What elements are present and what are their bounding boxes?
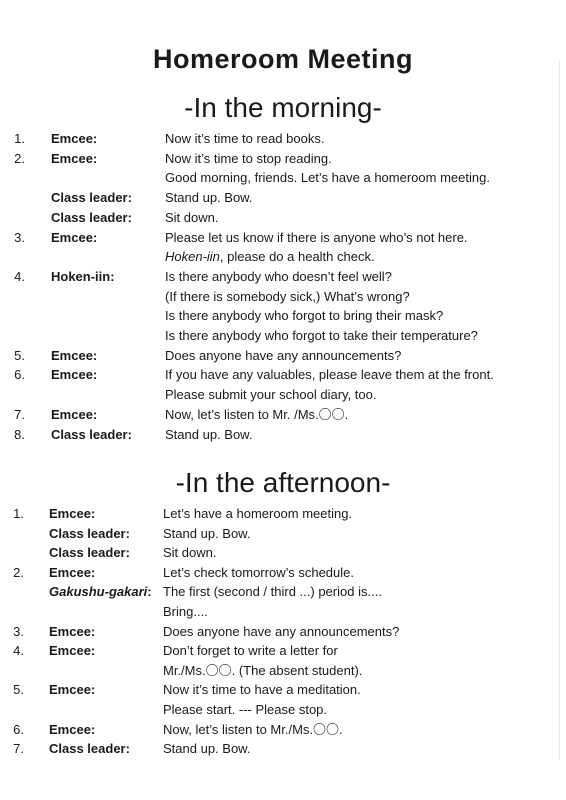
spoken-line: Does anyone have any announcements? <box>163 623 400 639</box>
spoken-line: If you have any valuables, please leave them at the front. <box>165 367 494 383</box>
spoken-line: Now it’s time to have a meditation. <box>163 682 361 698</box>
spoken-line: Let’s have a homeroom meeting. <box>163 506 353 521</box>
script-line <box>0 622 566 642</box>
step-number: 3. <box>14 229 25 245</box>
script-line <box>0 208 566 228</box>
afternoon-heading: -In the afternoon- <box>175 467 391 498</box>
step-number: 1. <box>14 131 25 146</box>
script-line <box>0 602 566 622</box>
spoken-line: Is there anybody who forgot to bring their mask? <box>165 308 444 324</box>
speaker-role: Emcee: <box>51 131 98 146</box>
speaker-role: Emcee: <box>49 506 96 521</box>
script-line <box>0 365 566 385</box>
spoken-line: Is there anybody who doesn’t feel well? <box>165 268 392 284</box>
spoken-line: Is there anybody who forgot to take their temperature? <box>165 328 478 343</box>
script-line <box>0 247 566 267</box>
page-title: Homeroom Meeting <box>152 44 414 74</box>
spoken-line: Stand up. Bow. <box>163 741 251 757</box>
script-line <box>0 287 566 307</box>
script-line <box>0 661 566 681</box>
script-line <box>0 504 566 524</box>
speaker-role: Emcee: <box>49 682 96 698</box>
speaker-role: Class leader: <box>49 545 130 561</box>
script-line <box>0 228 566 248</box>
script-line <box>0 405 566 425</box>
script-line <box>0 563 566 583</box>
step-number: 7. <box>14 406 25 422</box>
spoken-line: Hoken-iin, please do a health check. <box>165 249 375 265</box>
spoken-line: Sit down. <box>163 545 217 561</box>
spoken-line: Please start. --- Please stop. <box>163 702 328 717</box>
spoken-line: Sit down. <box>165 209 219 225</box>
spoken-line: Stand up. Bow. <box>165 190 253 206</box>
script-line <box>0 582 566 602</box>
script-line <box>0 720 566 740</box>
spoken-line: Stand up. Bow. <box>165 426 253 442</box>
script-line <box>0 306 566 326</box>
spoken-line: Does anyone have any announcements? <box>165 347 402 363</box>
script-line <box>0 267 566 287</box>
spoken-line: Now, let’s listen to Mr. /Ms.〇〇. <box>165 406 349 422</box>
speaker-role: Emcee: <box>51 347 98 363</box>
spoken-line: Don’t forget to write a letter for <box>163 643 338 659</box>
script-line <box>0 129 566 149</box>
speaker-role-italic: Gakushu-gakari <box>49 584 148 600</box>
script-line <box>0 700 566 720</box>
speaker-role: Emcee: <box>49 623 96 639</box>
step-number: 3. <box>13 623 24 639</box>
step-number: 8. <box>14 426 25 442</box>
step-number: 4. <box>14 268 25 284</box>
step-number: 7. <box>13 741 24 757</box>
script-line <box>0 641 566 661</box>
speaker-role: Emcee: <box>49 564 96 580</box>
spoken-line-italic: Hoken-iin <box>165 249 220 265</box>
script-line <box>0 326 566 346</box>
script-line <box>0 524 566 544</box>
script-line <box>0 425 566 445</box>
step-number: 6. <box>13 721 24 737</box>
speaker-role: Class leader: <box>49 525 130 541</box>
speaker-role: Class leader: <box>51 209 132 225</box>
spoken-line: Let’s check tomorrow’s schedule. <box>163 564 355 580</box>
spoken-line: Now it’s time to read books. <box>165 131 325 146</box>
speaker-role: Emcee: <box>49 643 96 659</box>
step-number: 1. <box>13 506 24 521</box>
step-number: 4. <box>13 643 24 659</box>
script-line <box>0 149 566 169</box>
script-line <box>0 188 566 208</box>
spoken-line: Please submit your school diary, too. <box>165 387 377 403</box>
script-line <box>0 543 566 563</box>
speaker-role: Emcee: <box>51 406 98 422</box>
spoken-line: Now, let’s listen to Mr./Ms.〇〇. <box>163 721 343 737</box>
spoken-line: The first (second / third ...) period is.... <box>163 584 382 600</box>
step-number: 6. <box>14 367 25 383</box>
speaker-role: Class leader: <box>51 426 132 442</box>
spoken-line: Stand up. Bow. <box>163 525 251 541</box>
spoken-line: Bring.... <box>163 604 208 619</box>
step-number: 5. <box>14 347 25 363</box>
speaker-role: Emcee: <box>51 367 98 383</box>
script-line <box>0 385 566 405</box>
step-number: 2. <box>14 150 25 166</box>
speaker-role: Class leader: <box>49 741 130 757</box>
speaker-role: Emcee: <box>51 150 98 166</box>
spoken-line: (If there is somebody sick,) What’s wrong? <box>165 288 410 304</box>
script-line <box>0 168 566 188</box>
speaker-role: Gakushu-gakari: <box>49 584 152 600</box>
step-number: 2. <box>13 564 24 580</box>
speaker-role: Class leader: <box>51 190 132 206</box>
spoken-line: Please let us know if there is anyone who’s not here. <box>165 229 468 245</box>
spoken-line: Mr./Ms.〇〇. (The absent student). <box>163 662 363 678</box>
spoken-line: Now it’s time to stop reading. <box>165 150 332 166</box>
speaker-role: Emcee: <box>49 721 96 737</box>
speaker-role: Hoken-iin: <box>51 268 115 284</box>
spoken-line: Good morning, friends. Let’s have a homeroom meeting. <box>165 170 490 186</box>
morning-heading: -In the morning- <box>184 92 382 123</box>
speaker-role: Emcee: <box>51 229 98 245</box>
step-number: 5. <box>13 682 24 698</box>
script-line <box>0 739 566 759</box>
script-line <box>0 346 566 366</box>
script-line <box>0 680 566 700</box>
